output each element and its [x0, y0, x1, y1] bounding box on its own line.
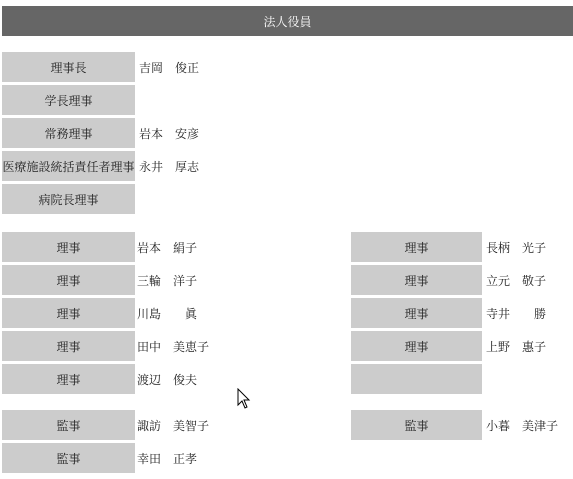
- officer-name: 永井 厚志: [139, 159, 200, 174]
- role-label: 理事: [351, 331, 482, 361]
- role-label: 理事: [2, 265, 135, 295]
- auditor-name: 小暮 美津子: [486, 418, 559, 433]
- mouse-cursor-icon: [237, 388, 251, 410]
- role-label: [351, 364, 482, 394]
- director-name: 岩本 絹子: [137, 240, 198, 255]
- role-label: 理事: [2, 232, 135, 262]
- role-label: 監事: [2, 410, 135, 440]
- role-label: 学長理事: [2, 85, 135, 115]
- director-name: 上野 惠子: [486, 339, 547, 354]
- auditor-name: 諏訪 美智子: [137, 418, 210, 433]
- director-name: 三輪 洋子: [137, 273, 198, 288]
- director-name: 川島 眞: [137, 306, 198, 321]
- director-name: 田中 美恵子: [137, 339, 210, 354]
- role-label: 医療施設統括責任者理事: [2, 151, 135, 181]
- officer-name: 岩本 安彦: [139, 126, 200, 141]
- role-label: 病院長理事: [2, 184, 135, 214]
- role-label: 理事: [2, 298, 135, 328]
- role-label: 理事: [351, 298, 482, 328]
- role-label: 理事: [2, 331, 135, 361]
- director-name: 立元 敬子: [486, 273, 547, 288]
- role-label: 理事長: [2, 52, 135, 82]
- section-title: 法人役員: [263, 14, 312, 29]
- officer-name: 吉岡 俊正: [139, 60, 200, 75]
- role-label: 理事: [351, 232, 482, 262]
- role-label: 監事: [2, 443, 135, 473]
- auditor-name: 幸田 正孝: [137, 451, 198, 466]
- role-label: 監事: [351, 410, 482, 440]
- role-label: 理事: [351, 265, 482, 295]
- section-header: [2, 6, 573, 36]
- role-label: 理事: [2, 364, 135, 394]
- director-name: 寺井 勝: [486, 306, 547, 321]
- director-name: 長柄 光子: [486, 240, 547, 255]
- role-label: 常務理事: [2, 118, 135, 148]
- director-name: 渡辺 俊夫: [137, 372, 198, 387]
